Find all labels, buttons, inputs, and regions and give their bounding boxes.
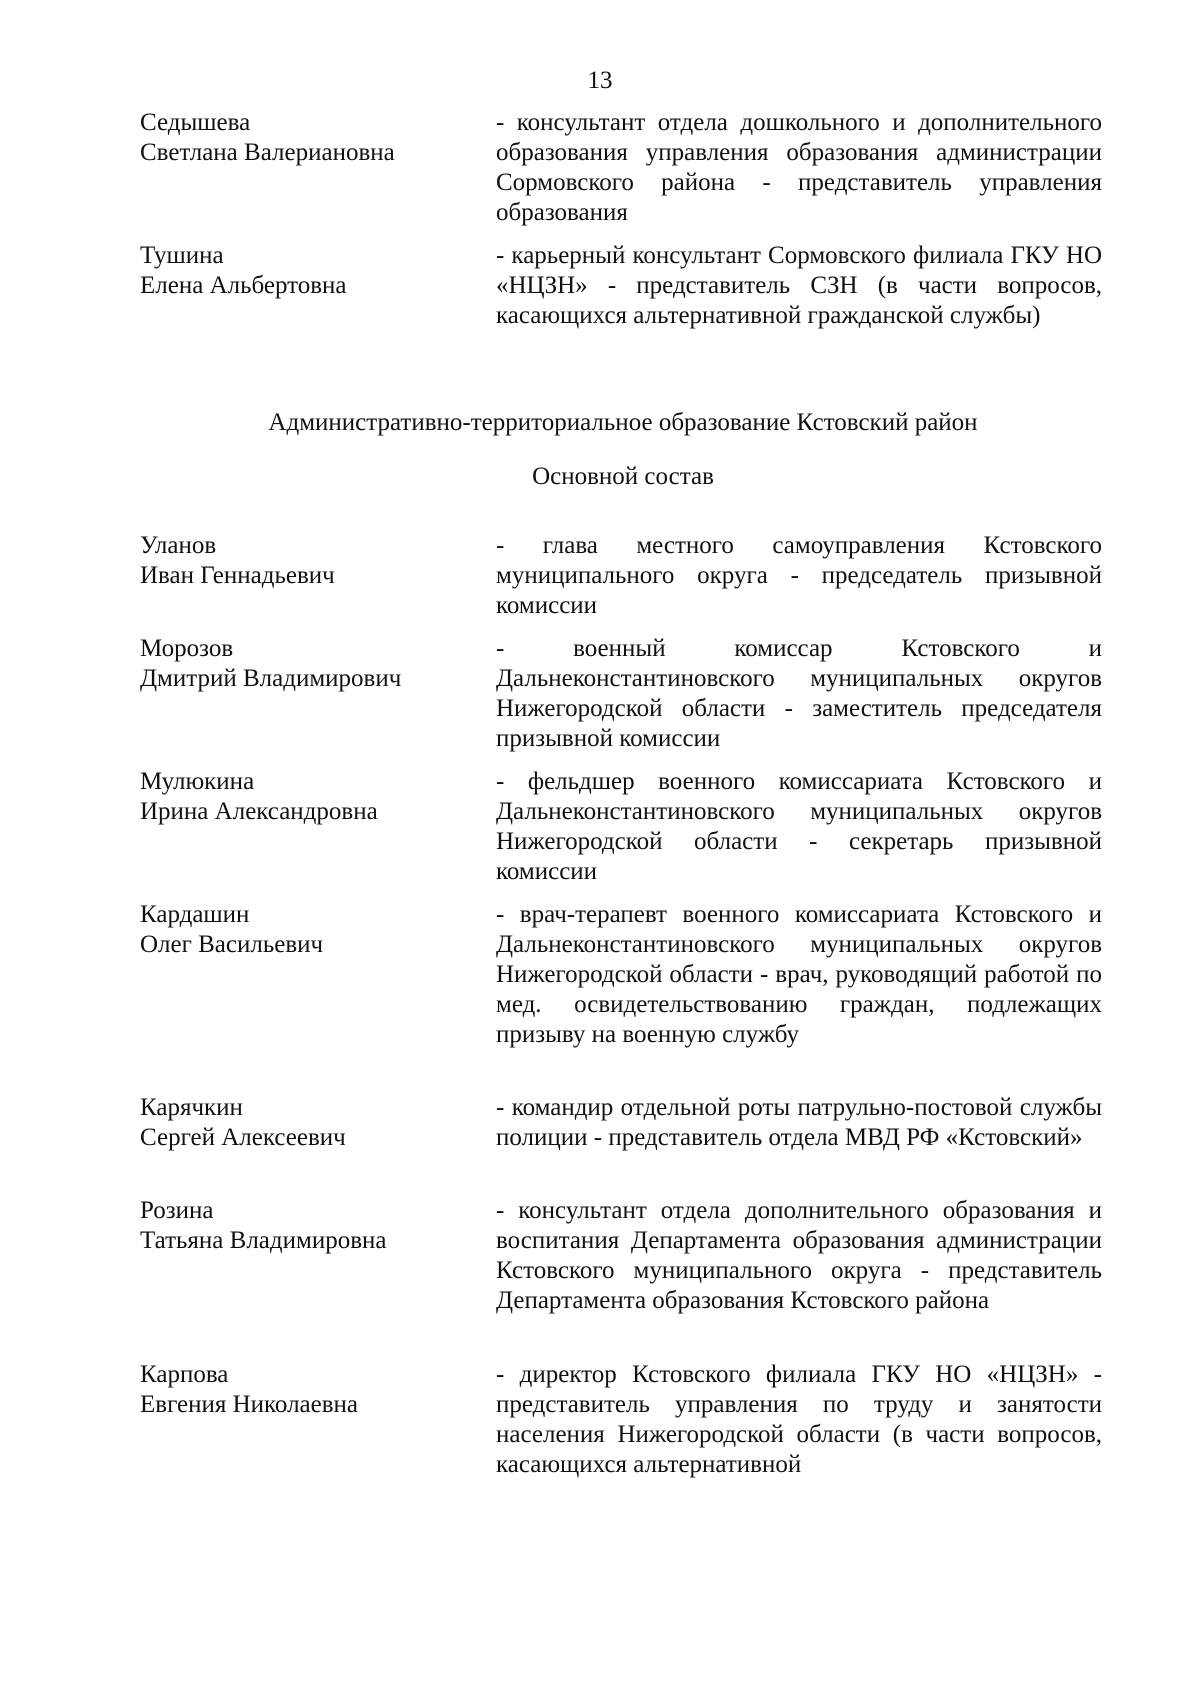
member-surname: Карячкин <box>140 1094 243 1121</box>
member-surname: Розина <box>140 1197 214 1224</box>
member-role: - фельдшер военного комиссариата Кстовского и Дальнеконстантиновского муниципальных округов Нижегородской области - секретарь призывной комиссии <box>496 768 1102 885</box>
page-number: 13 <box>587 67 613 94</box>
member-given-name: Елена Альбертовна <box>140 272 347 299</box>
member-surname: Карпова <box>140 1361 229 1388</box>
section-title: Административно-территориальное образование Кстовский район <box>268 409 978 436</box>
member-given-name: Дмитрий Владимирович <box>140 665 402 692</box>
member-role: - директор Кстовского филиала ГКУ НО «НЦЗН» - представитель управления по труду и занятости населения Нижегородской области (в части вопросов, касающихся альтернативной <box>496 1361 1102 1478</box>
member-surname: Мулюкина <box>140 768 255 795</box>
member-name <box>140 108 470 168</box>
member-role: - врач-терапевт военного комиссариата Кстовского и Дальнеконстантиновского муниципальных округов Нижегородской области - врач, руководящий работой по мед. освидетельствованию граждан, подлежащих призыву на военную службу <box>496 901 1102 1048</box>
member-given-name: Евгения Николаевна <box>140 1391 359 1418</box>
member-role: - глава местного самоуправления Кстовского муниципального округа - председатель призывной комиссии <box>496 532 1102 619</box>
member-given-name: Ирина Александровна <box>140 798 378 825</box>
member-role: - военный комиссар Кстовского и Дальнеконстантиновского муниципальных округов Нижегородской области - заместитель председателя призывной комиссии <box>496 635 1102 752</box>
subsection-title: Основной состав <box>532 463 714 490</box>
member-name <box>140 1093 470 1153</box>
member-surname: Кардашин <box>140 901 250 928</box>
member-given-name: Иван Геннадьевич <box>140 562 335 589</box>
member-name <box>140 1196 470 1256</box>
member-surname: Уланов <box>140 532 217 559</box>
member-given-name: Татьяна Владимировна <box>140 1227 387 1254</box>
member-role: - консультант отдела дошкольного и дополнительного образования управления образования администрации Сормовского района - представитель управления образования <box>496 109 1102 226</box>
member-given-name: Светлана Валериановна <box>140 139 395 166</box>
member-given-name: Олег Васильевич <box>140 931 324 958</box>
member-surname: Тушина <box>140 242 224 269</box>
member-name <box>140 634 470 694</box>
member-name <box>140 767 470 827</box>
member-name <box>140 531 470 591</box>
member-name <box>140 900 470 960</box>
member-given-name: Сергей Алексеевич <box>140 1124 346 1151</box>
member-role: - карьерный консультант Сормовского филиала ГКУ НО «НЦЗН» - представитель СЗН (в части вопросов, касающихся альтернативной гражданской службы) <box>496 242 1102 329</box>
member-surname: Морозов <box>140 635 234 662</box>
member-role: - консультант отдела дополнительного образования и воспитания Департамента образования администрации Кстовского муниципального округа - представитель Департамента образования Кстовского района <box>496 1197 1102 1314</box>
member-name <box>140 1360 470 1420</box>
member-surname: Седышева <box>140 109 251 136</box>
member-role: - командир отдельной роты патрульно-постовой службы полиции - представитель отдела МВД РФ «Кстовский» <box>496 1094 1102 1151</box>
member-name <box>140 241 470 301</box>
